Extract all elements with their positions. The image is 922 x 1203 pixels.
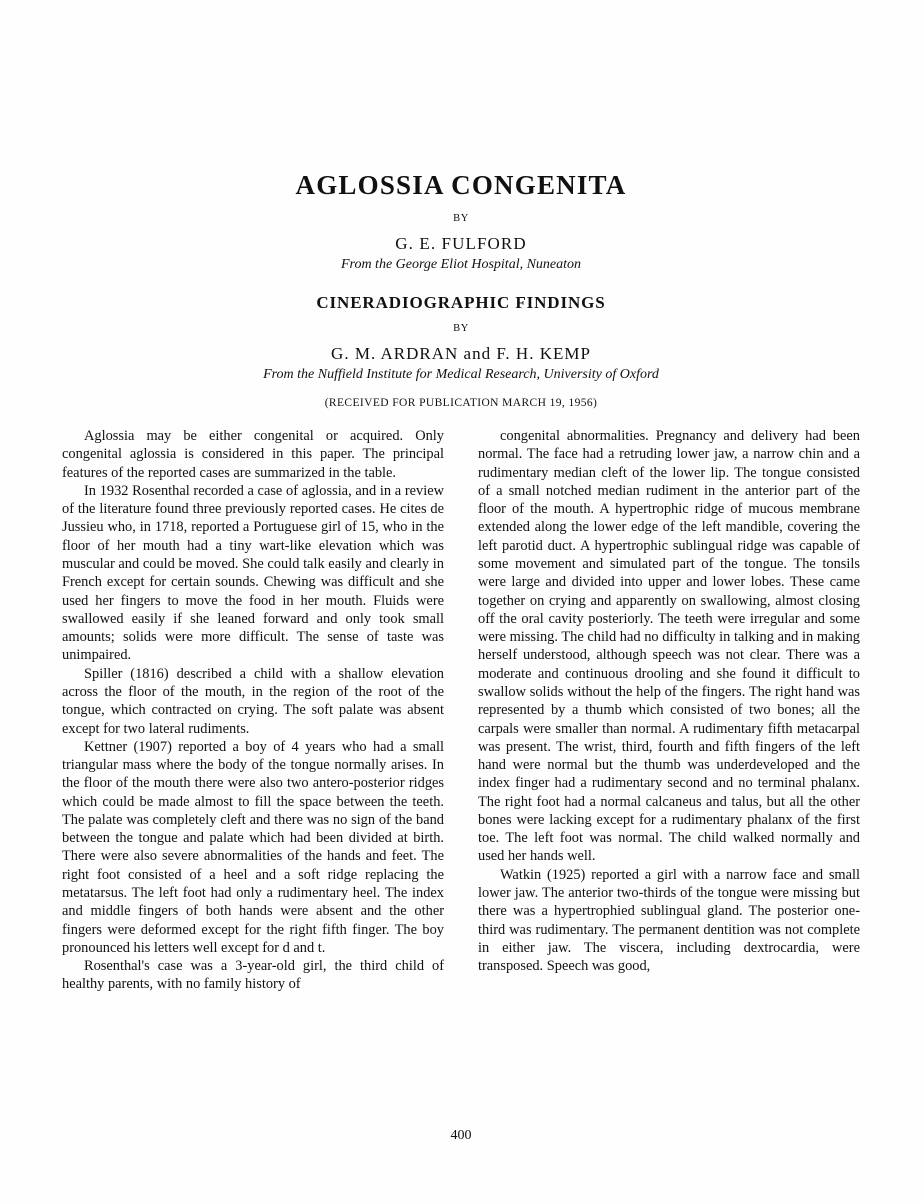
right-column [478, 427, 860, 975]
by-label-author-2: BY [453, 323, 469, 334]
paragraph: In 1932 Rosenthal recorded a case of aglossia, and in a review of the literature found three previously reported cases. He cites de Jussieu who, in 1718, reported a Portuguese girl of 15, who in the floor of her mouth had a tiny wart-like elevation which was muscular and could be moved. She could talk easily and clearly in French except for certain sounds. Chewing was difficult and she used her fingers to move the food in her mouth. Fluids were swallowed easily if she leaned forward and only took small amounts; solids were more difficult. The sense of taste was unimpaired. [62, 482, 444, 664]
author-name-1: G. E. FULFORD [395, 234, 527, 253]
page-number: 400 [450, 1128, 472, 1143]
two-column-body [62, 427, 860, 994]
by-label-author-1: BY [453, 213, 469, 224]
section-title: CINERADIOGRAPHIC FINDINGS [316, 293, 606, 312]
paragraph: Spiller (1816) described a child with a shallow elevation across the floor of the mouth, in the region of the root of the tongue, which contracted on crying. The soft palate was absent except for two lateral rudiments. [62, 665, 444, 737]
paragraph: congenital abnormalities. Pregnancy and delivery had been normal. The face had a retruding lower jaw, a narrow chin and a rudimentary median cleft of the lower lip. The tongue consisted of a small notched median rudiment in the anterior part of the floor of the mouth. A hypertrophic ridge of mucous membrane extended along the lower edge of the left mandible, covering the left parotid duct. A hypertrophic sublingual ridge was capable of some movement and simulated part of the tongue. The tonsils were large and divided into upper and lower lobes. These came together on crying and apparently on swallowing, almost closing off the oral cavity posteriorly. The teeth were irregular and some were missing. The child had no difficulty in talking and in making herself understood, although speech was not clear. There was a moderate and continuous drooling and she found it difficult to swallow solids without the help of the fingers. The right hand was represented by a thumb which consisted of two bones; all the carpals were smaller than normal. A rudimentary fifth metacarpal was present. The wrist, third, fourth and fifth fingers of the left hand were normal but the thumb was underdeveloped and the index finger had a rudimentary second and no terminal phalanx. The right foot had a normal calcaneus and talus, but all the other bones were lacking except for a rudimentary phalanx of the first toe. The left foot was normal. The child walked normally and used her hands well. [478, 428, 860, 865]
author-affiliation-2: From the Nuffield Institute for Medical Research, University of Oxford [263, 367, 659, 382]
received-date-line: (RECEIVED FOR PUBLICATION MARCH 19, 1956) [324, 397, 598, 409]
author-name-2: G. M. ARDRAN and F. H. KEMP [331, 344, 591, 363]
author-affiliation-1: From the George Eliot Hospital, Nuneaton [340, 257, 582, 272]
left-column [62, 427, 444, 994]
article-content [62, 170, 860, 994]
paragraph: Kettner (1907) reported a boy of 4 years who had a small triangular mass where the body of the tongue normally arises. In the floor of the mouth there were also two antero-posterior ridges which could be made almost to fill the space between the teeth. The palate was completely cleft and there was no sign of the band between the tongue and palate which had been divided at birth. There were also severe abnormalities of the hands and feet. The right foot consisted of a heel and a soft ridge replacing the metatarsus. The left foot had only a rudimentary heel. The index and middle fingers of both hands were absent and the other fingers were deformed except for the right fifth finger. The boy pronounced his letters well except for d and t. [62, 738, 444, 956]
paragraph: Watkin (1925) reported a girl with a narrow face and small lower jaw. The anterior two-thirds of the tongue were missing but there was a hypertrophied sublingual gland. The posterior one-third was rudimentary. The permanent dentition was not complete in either jaw. The viscera, including dextrocardia, were transposed. Speech was good, [478, 866, 860, 975]
paragraph: Rosenthal's case was a 3-year-old girl, the third child of healthy parents, with no family history of [62, 958, 444, 993]
paragraph: Aglossia may be either congenital or acquired. Only congenital aglossia is considered in this paper. The principal features of the reported cases are summarized in the table. [62, 428, 444, 481]
page-title: AGLOSSIA CONGENITA [295, 170, 627, 200]
